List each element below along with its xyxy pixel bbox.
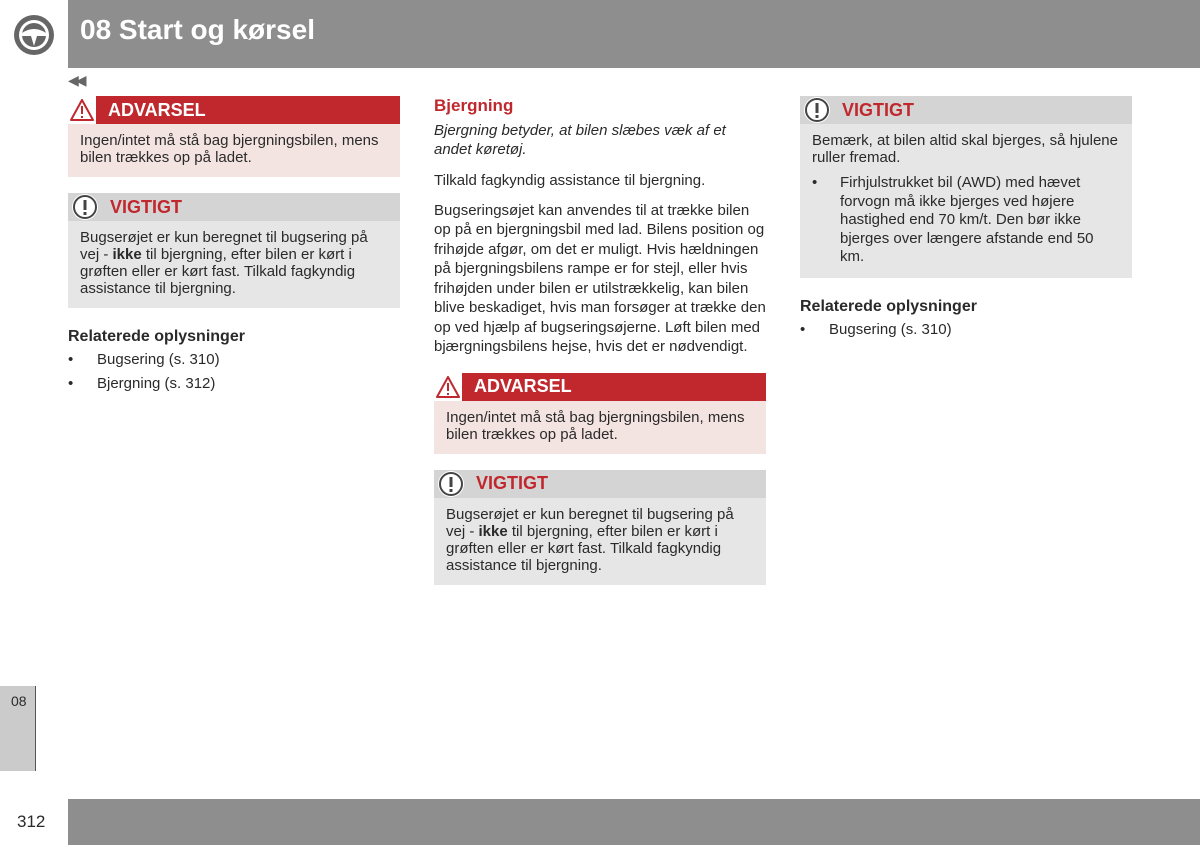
emphasis: ikke xyxy=(112,246,142,263)
warning-header xyxy=(68,96,400,124)
page-number: 312 xyxy=(17,812,46,831)
footer-bar xyxy=(68,799,1200,845)
right-column xyxy=(800,96,1132,342)
important-text: Bugserøjet er kun beregnet til bugsering på vej - ikke til bjergning, efter bilen er kørt i grøften eller er kørt fast. Tilkald fagkyndig assistance til bjergning. xyxy=(434,498,766,585)
chapter-title: 08 Start og kørsel xyxy=(80,14,315,45)
important-text: Bugserøjet er kun beregnet til bugsering på vej - ikke til bjergning, efter bilen er kørt i grøften eller er kørt fast. Tilkald fagkyndig assistance til bjergning. xyxy=(68,221,400,308)
lead-text: Bjergning betyder, at bilen slæbes væk af et andet køretøj. xyxy=(434,122,726,158)
warning-text: Ingen/intet må stå bag bjergningsbilen, mens bilen trækkes op på ladet. xyxy=(434,401,766,454)
related-link[interactable]: • Bugsering (s. 310) xyxy=(68,348,400,372)
paragraph: Bugseringsøjet kan anvendes til at trække bilen op på en bjergningsbil med lad. Bilens position og frihøjde afgør, om det er muligt. Hvis hældningen på bjergningsbilens rampe er for stejl, eller hvis frihøjden under bilen er utilstrækkelig, kan bilen blive beskadiget, hvis man forsøger at trække den op ved hjælp af bugseringsøjerne. Løft bilen med bjærgningsbilens hejse, hvis det er nødvendigt. xyxy=(434,201,766,355)
important-box xyxy=(800,96,1132,278)
warning-box xyxy=(434,373,766,454)
left-column xyxy=(68,96,400,396)
exclamation-icon xyxy=(438,471,464,497)
related-title: Relaterede oplysninger xyxy=(68,328,245,345)
steering-wheel-icon xyxy=(13,14,55,56)
important-box xyxy=(434,470,766,585)
warning-triangle-icon xyxy=(68,96,96,124)
chapter-icon-box xyxy=(0,0,68,68)
warning-title: ADVARSEL xyxy=(108,99,206,120)
related-list xyxy=(68,348,400,396)
related-link[interactable]: • Bugsering (s. 310) xyxy=(800,318,1132,342)
exclamation-icon xyxy=(72,194,98,220)
warning-header xyxy=(434,373,766,401)
related-list xyxy=(800,318,1132,342)
chapter-tab[interactable] xyxy=(0,686,35,771)
chapter-tab-label: 08 xyxy=(11,693,27,709)
emphasis: ikke xyxy=(478,522,508,540)
important-title: VIGTIGT xyxy=(110,196,182,217)
paragraph: Tilkald fagkyndig assistance til bjergning. xyxy=(434,172,706,189)
double-chevron-left-icon[interactable]: ◀◀ xyxy=(68,72,84,88)
related-title: Relaterede oplysninger xyxy=(800,297,977,315)
important-list xyxy=(812,174,1120,267)
warning-title: ADVARSEL xyxy=(474,376,572,396)
important-text: Bemærk, at bilen altid skal bjerges, så hjulene ruller fremad. xyxy=(812,132,1118,166)
important-box xyxy=(68,193,400,308)
important-header xyxy=(68,193,400,221)
tab-divider xyxy=(35,686,36,771)
warning-triangle-icon xyxy=(434,373,462,401)
page-number-box xyxy=(0,799,68,845)
middle-column xyxy=(434,96,766,601)
exclamation-icon xyxy=(804,97,830,123)
warning-box xyxy=(68,96,400,177)
warning-text: Ingen/intet må stå bag bjergningsbilen, mens bilen trækkes op på ladet. xyxy=(68,124,400,177)
important-header xyxy=(434,470,766,498)
important-title: VIGTIGT xyxy=(476,473,548,493)
important-body xyxy=(800,124,1132,278)
related-link[interactable]: • Bjergning (s. 312) xyxy=(68,372,400,396)
list-item: • Firhjulstrukket bil (AWD) med hævet forvogn må ikke bjerges ved højere hastighed end 70 km/t. Den bør ikke bjerges over længere afstande end 50 km. xyxy=(812,174,1120,267)
section-title: Bjergning xyxy=(434,96,514,115)
important-header xyxy=(800,96,1132,124)
important-title: VIGTIGT xyxy=(842,99,914,120)
